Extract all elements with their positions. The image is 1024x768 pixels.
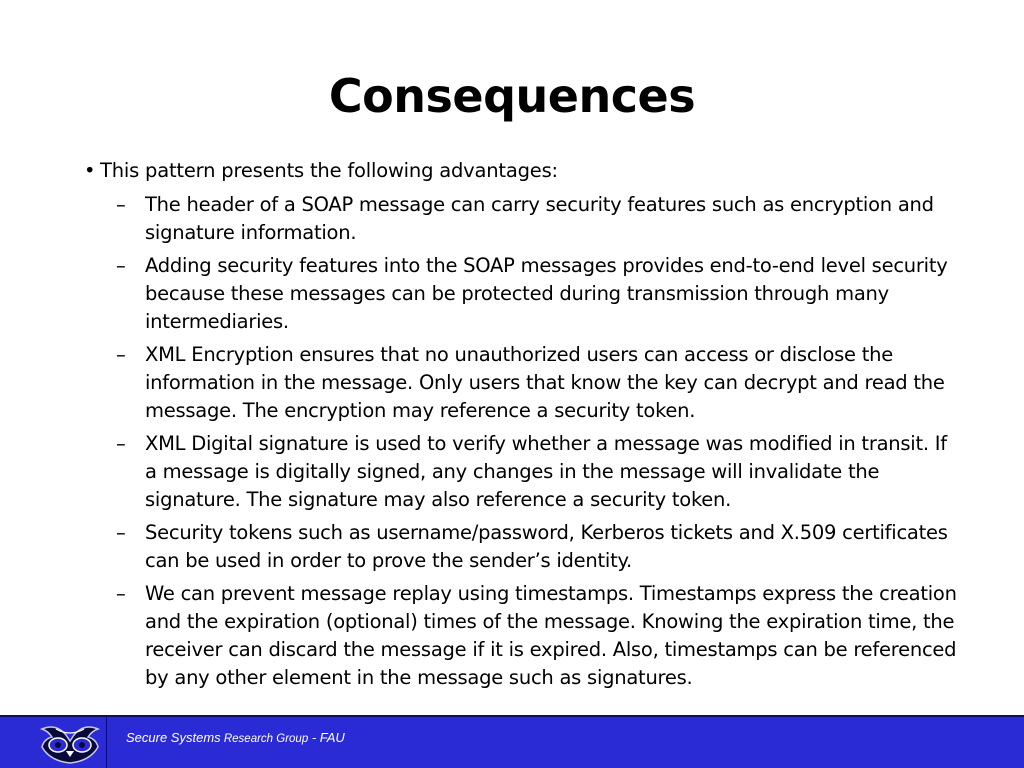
sub-bullet-item	[0, 580, 960, 692]
sub-bullet-text: Adding security features into the SOAP messages provides end-to-end level security because these messages can be protected during transmission through many intermediaries.	[145, 254, 948, 333]
dash-marker: –	[116, 343, 126, 366]
slide-title: Consequences	[328, 69, 696, 123]
sub-bullet-text: We can prevent message replay using timestamps. Timestamps express the creation and the expiration (optional) times of the message. Knowing the expiration time, the receiver can discard the message if it is expired. Also, timestamps can be referenced by any other element in the message such as signatures.	[145, 582, 957, 689]
footer-bar	[0, 715, 1024, 768]
main-bullet-text: This pattern presents the following advantages:	[100, 159, 558, 182]
main-bullet	[0, 157, 1024, 185]
sub-bullet-text: XML Digital signature is used to verify whether a message was modified in transit. If a message is digitally signed, any changes in the message will invalidate the signature. The signature may also reference a security token.	[145, 432, 947, 511]
footer-text-part1: Secure Systems	[126, 730, 221, 745]
slide-content	[0, 157, 1024, 697]
sub-bullet-text: XML Encryption ensures that no unauthorized users can access or disclose the information in the message. Only users that know the key can decrypt and read the message. The encryption may reference a security token.	[145, 343, 945, 422]
owl-logo-icon	[36, 721, 104, 765]
dash-marker: –	[116, 193, 126, 216]
dash-marker: –	[116, 432, 126, 455]
sub-bullet-list	[0, 191, 1024, 692]
sub-bullet-item	[0, 430, 960, 514]
footer-text-part2: Research Group	[220, 733, 309, 745]
bullet-marker: •	[84, 159, 96, 182]
sub-bullet-item	[0, 519, 960, 575]
footer-text-part3: - FAU	[308, 730, 345, 745]
sub-bullet-item	[0, 191, 960, 247]
footer-caption	[126, 730, 345, 747]
sub-bullet-item	[0, 252, 960, 336]
sub-bullet-text: The header of a SOAP message can carry security features such as encryption and signature information.	[145, 193, 934, 244]
footer-divider	[106, 717, 107, 768]
dash-marker: –	[116, 521, 126, 544]
dash-marker: –	[116, 254, 126, 277]
dash-marker: –	[116, 582, 126, 605]
sub-bullet-text: Security tokens such as username/password, Kerberos tickets and X.509 certificates can be used in order to prove the sender’s identity.	[145, 521, 948, 572]
sub-bullet-item	[0, 341, 960, 425]
